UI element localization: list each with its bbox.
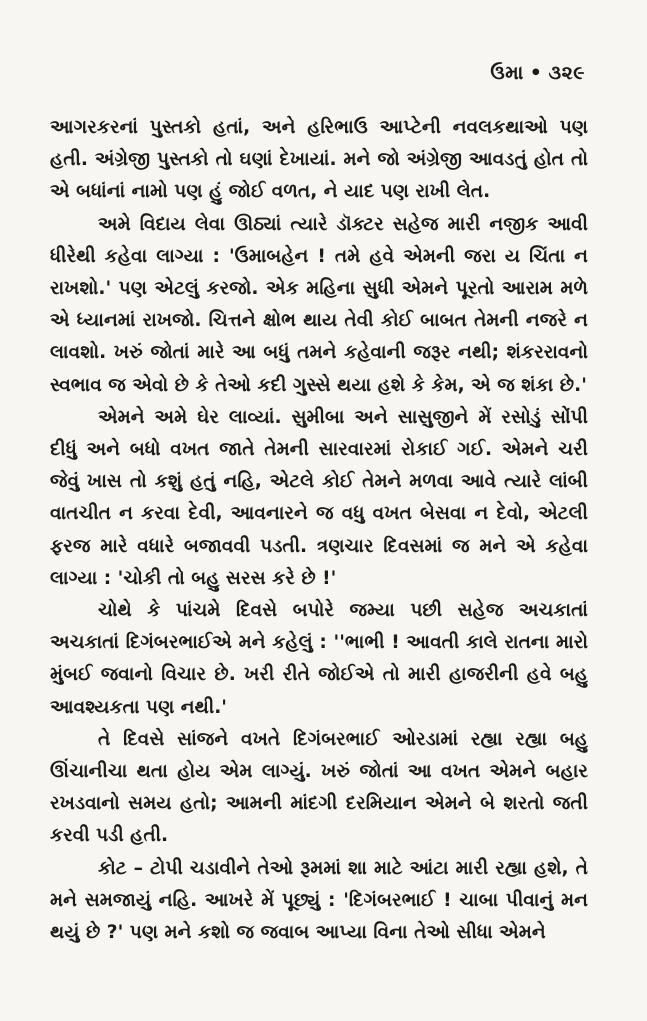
running-header bbox=[490, 62, 585, 84]
paragraph: એમને અમે ઘેર લાવ્યાં. સુમીબા અને સાસુજીને મેં રસોડું સોંપી દીધું અને બધો વખત જાતે તેમની સારવારમાં રોકાઈ ગઈ. એમને ચરી જેવું ખાસ તો કશું હતું નહિ, એટલે કોઈ તેમને મળવા આવે ત્યારે લાંબી વાતચીત ન કરવા દેવી, આવનારને જ વધુ વખત બેસવા ન દેવો, એટલી ફરજ મારે વધારે બજાવવી પડતી. ત્રણચાર દિવસમાં જ મને એ કહેવા લાગ્યા : 'ચોકી તો બહુ સરસ કરે છે !' bbox=[50, 406, 588, 589]
paragraph: તે દિવસે સાંજને વખતે દિગંબરભાઈ ઓરડામાં રહ્યા રહ્યા બહુ ઊંચાનીચા થતા હોય એમ લાગ્યું. ખરું જોતાં આ વખત એમને બહાર રખડવાનો સમય હતો; આમની માંદગી દરમિયાન એમને બે શરતો જતી કરવી પડી હતી. bbox=[50, 728, 588, 847]
body-text bbox=[50, 112, 588, 949]
paragraph: કોટ – ટોપી ચડાવીને તેઓ રૂમમાં શા માટે આંટા મારી રહ્યા હશે, તે મને સમજાયું નહિ. આખરે મેં પૂછ્યું : 'દિગંબરભાઈ ! ચાબા પીવાનું મન થયું છે ?' પણ મને કશો જ જવાબ આપ્યા વિના તેઓ સીધા એમને bbox=[50, 857, 588, 944]
chapter-title: ઉમા bbox=[490, 62, 524, 84]
paragraph: ચોથે કે પાંચમે દિવસે બપોરે જમ્યા પછી સહેજ અચકાતાં અચકાતાં દિગંબરભાઈએ મને કહેલું : ''ભાભી ! આવતી કાલે રાતના મારો મુંબઈ જવાનો વિચાર છે. ખરી રીતે જોઈએ તો મારી હાજરીની હવે બહુ આવશ્યકતા પણ નથી.' bbox=[50, 600, 588, 718]
paragraph-continued: આગરકરનાં પુસ્તકો હતાં, અને હરિભાઉ આપ્ટેની નવલકથાઓ પણ હતી. અંગ્રેજી પુસ્તકો તો ઘણાં દેખાયાં. મને જો અંગ્રેજી આવડતું હોત તો એ બધાંનાં નામો પણ હું જોઈ વળત, ને યાદ પણ રાખી લેત. bbox=[50, 117, 588, 203]
paragraph: અમે વિદાય લેવા ઊઠ્યાં ત્યારે ડૉક્ટર સહેજ મારી નજીક આવી ધીરેથી કહેવા લાગ્યા : 'ઉમાબહેન ! તમે હવે એમની જરા ય ચિંતા ન રાખશો.' પણ એટલું કરજો. એક મહિના સુધી એમને પૂરતો આરામ મળે એ ધ્યાનમાં રાખજો. ચિત્તને ક્ષોભ થાય તેવી કોઈ બાબત તેમની નજરે ન લાવશો. ખરું જોતાં મારે આ બધું તમને કહેવાની જરૂર નથી; શંકરરાવનો સ્વભાવ જ એવો છે કે તેઓ કદી ગુસ્સે થયા હશે કે કેમ, એ જ શંકા છે.' bbox=[50, 213, 588, 396]
header-separator: • bbox=[529, 62, 543, 84]
page-number: ૩૨૯ bbox=[548, 62, 585, 84]
